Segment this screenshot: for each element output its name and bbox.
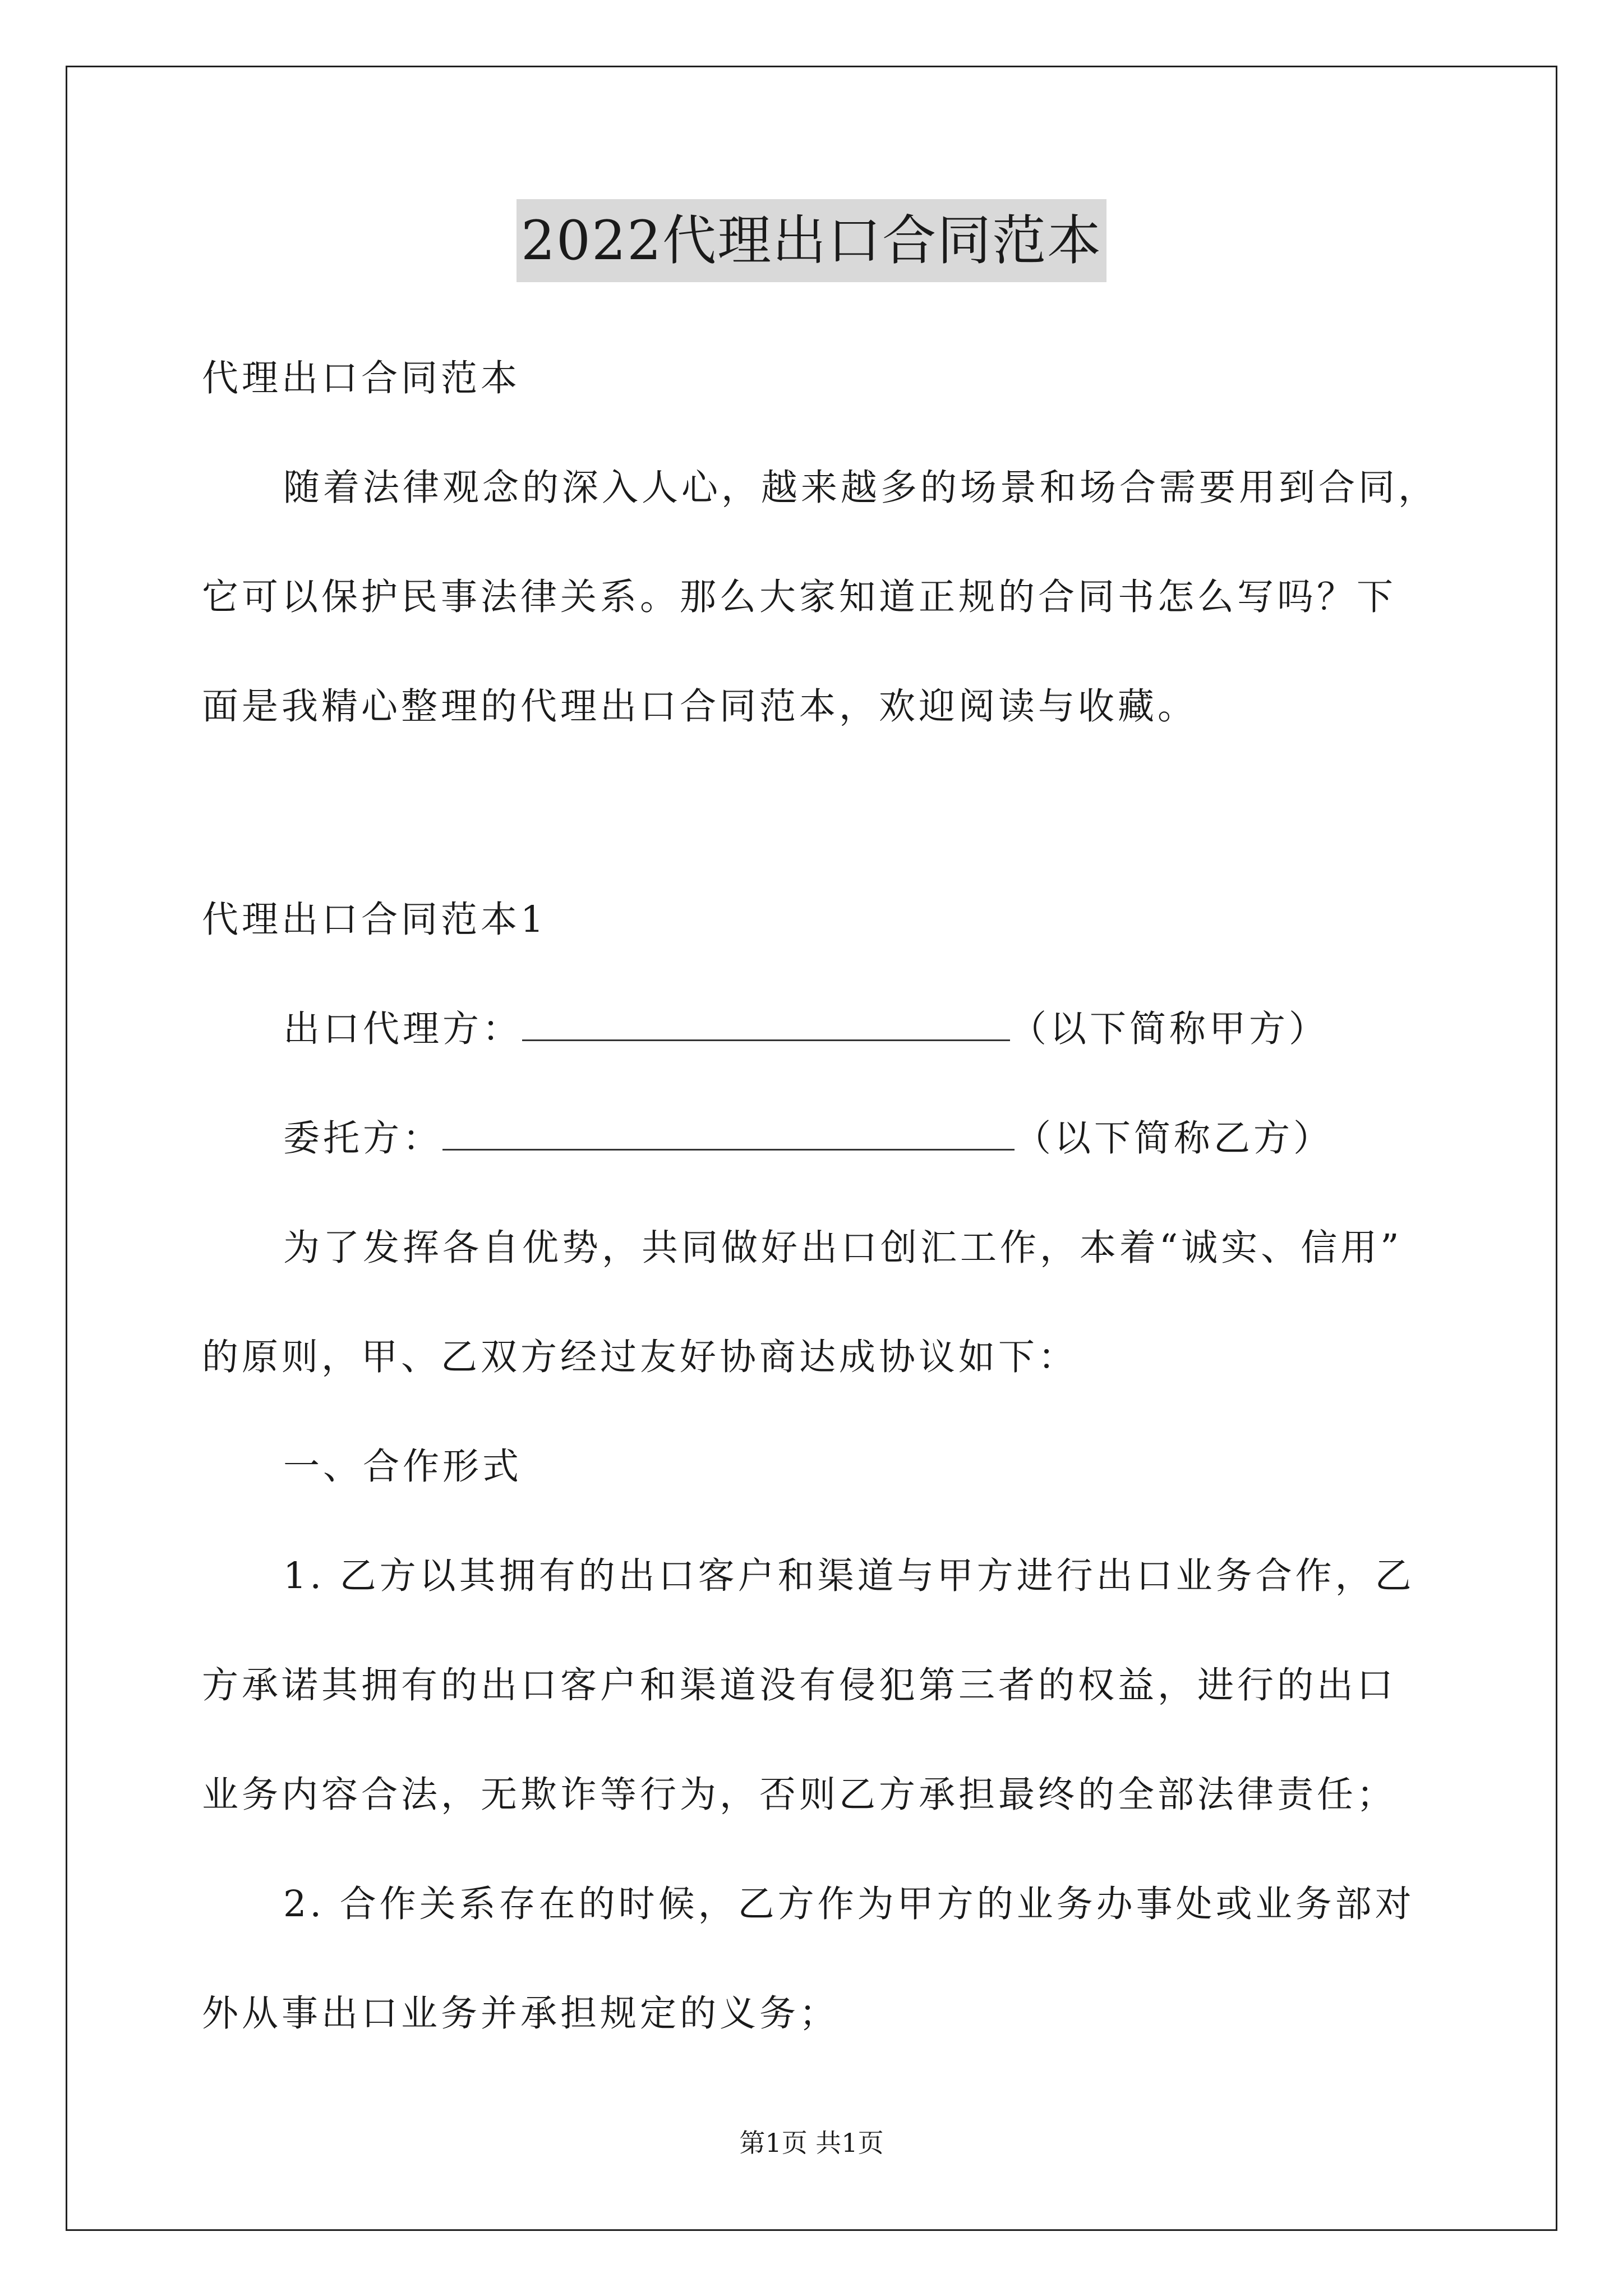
clause-1-line-2: 方承诺其拥有的出口客户和渠道没有侵犯第三者的权益，进行的出口: [202, 1664, 1397, 1706]
party-b-label: 委托方：: [283, 1117, 443, 1159]
intro-line-1: 随着法律观念的深入人心，越来越多的场景和场合需要用到合同，: [283, 467, 1438, 509]
party-b-blank-field[interactable]: [442, 1114, 1015, 1151]
page-number: 第1页 共1页: [739, 2128, 884, 2158]
preamble-line-1: 为了发挥各自优势，共同做好出口创汇工作，本着“诚实、信用”: [283, 1227, 1403, 1269]
party-a-label: 出口代理方：: [283, 1008, 523, 1050]
clause-heading: 一、合作形式: [283, 1446, 523, 1488]
party-a-suffix: （以下简称甲方）: [1010, 1008, 1329, 1050]
intro-line-3: 面是我精心整理的代理出口合同范本，欢迎阅读与收藏。: [202, 685, 1198, 728]
party-b-suffix: （以下简称乙方）: [1015, 1117, 1334, 1159]
party-b-row: [283, 1114, 1333, 1164]
intro-line-2: 它可以保护民事法律关系。那么大家知道正规的合同书怎么写吗？下: [202, 576, 1397, 618]
clause-1-line-1: 1. 乙方以其拥有的出口客户和渠道与甲方进行出口业务合作，乙: [283, 1555, 1415, 1597]
document-subtitle: 代理出口合同范本: [202, 357, 521, 399]
preamble-line-2: 的原则，甲、乙双方经过友好协商达成协议如下：: [202, 1336, 1078, 1378]
section-title: 代理出口合同范本1: [202, 899, 547, 941]
clause-2-line-1: 2. 合作关系存在的时候，乙方作为甲方的业务办事处或业务部对: [283, 1883, 1415, 1925]
title-container: [0, 199, 1623, 282]
clause-2-line-2: 外从事出口业务并承担规定的义务；: [202, 1993, 840, 2035]
clause-1-line-3: 业务内容合法，无欺诈等行为，否则乙方承担最终的全部法律责任；: [202, 1774, 1397, 1816]
party-a-row: [283, 1004, 1329, 1055]
document-title: 2022代理出口合同范本: [517, 199, 1106, 282]
party-a-blank-field[interactable]: [522, 1005, 1010, 1041]
